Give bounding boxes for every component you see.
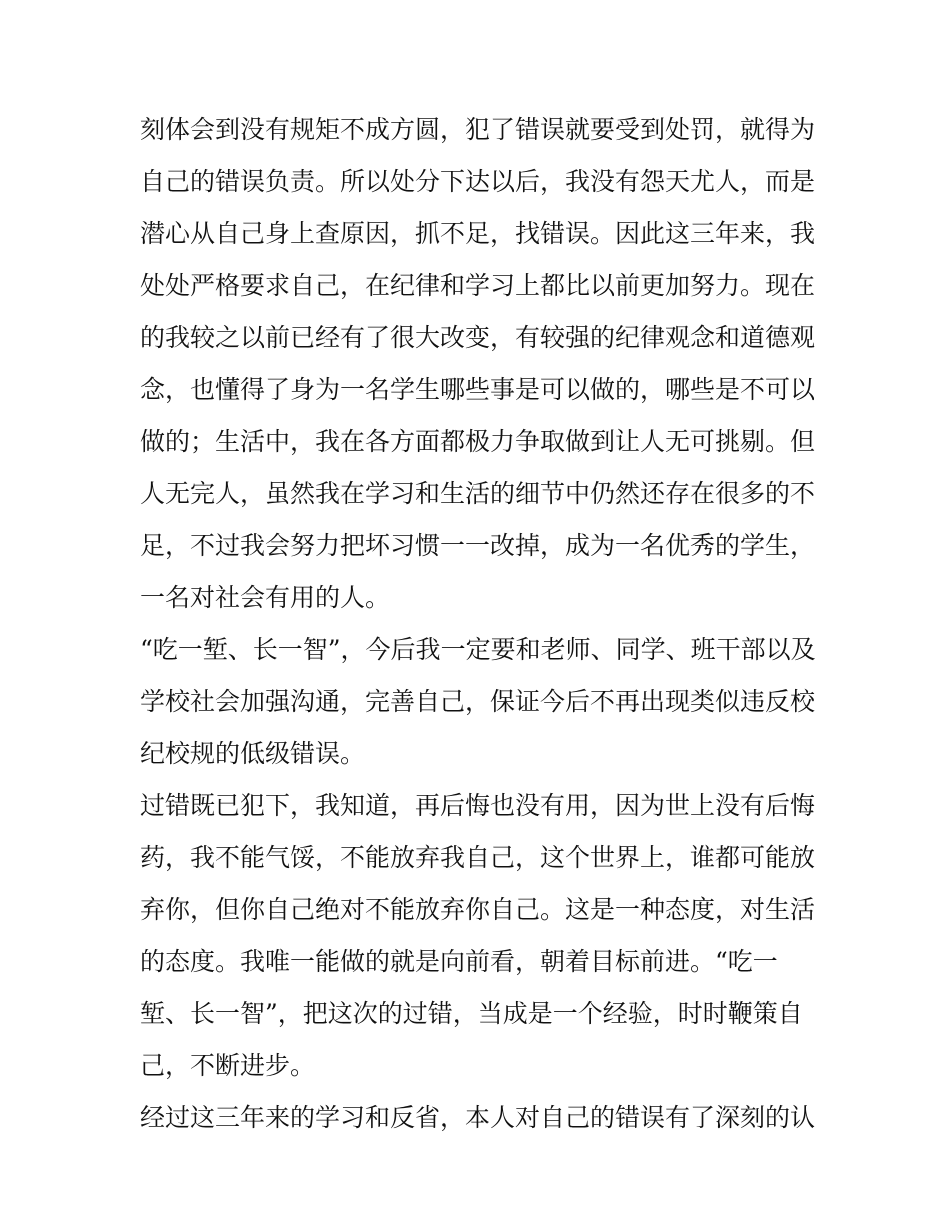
body-text [140, 104, 820, 1144]
text-line: 的态度。我唯一能做的就是向前看，朝着目标前进。“吃一 [140, 947, 778, 976]
text-line: 己，不断进步。 [140, 1051, 316, 1080]
text-line: 纪校规的低级错误。 [140, 739, 366, 768]
text-line: 潜心从自己身上查原因，抓不足，找错误。因此这三年来，我 [140, 219, 816, 248]
text-line: 的我较之以前已经有了很大改变，有较强的纪律观念和道德观 [140, 323, 816, 352]
text-line: 弃你，但你自己绝对不能放弃你自己。这是一种态度，对生活 [140, 895, 816, 924]
text-line: 学校社会加强沟通，完善自己，保证今后不再出现类似违反校 [140, 687, 816, 716]
text-line: 做的；生活中，我在各方面都极力争取做到让人无可挑剔。但 [140, 427, 816, 456]
text-line: 药，我不能气馁，不能放弃我自己，这个世界上，谁都可能放 [140, 843, 816, 872]
text-line: 处处严格要求自己，在纪律和学习上都比以前更加努力。现在 [140, 271, 816, 300]
text-line: 堑、长一智”，把这次的过错，当成是一个经验，时时鞭策自 [140, 999, 803, 1028]
text-line: 人无完人，虽然我在学习和生活的细节中仍然还存在很多的不 [140, 479, 816, 508]
text-line: “吃一堑、长一智”，今后我一定要和老师、同学、班干部以及 [140, 635, 816, 664]
text-line: 经过这三年来的学习和反省，本人对自己的错误有了深刻的认 [140, 1103, 816, 1132]
text-line: 足，不过我会努力把坏习惯一一改掉，成为一名优秀的学生， [140, 531, 816, 560]
text-line: 刻体会到没有规矩不成方圆，犯了错误就要受到处罚，就得为 [140, 115, 816, 144]
text-line: 一名对社会有用的人。 [140, 583, 391, 612]
text-line: 念，也懂得了身为一名学生哪些事是可以做的，哪些是不可以 [140, 375, 816, 404]
text-line: 自己的错误负责。所以处分下达以后，我没有怨天尤人，而是 [140, 167, 816, 196]
text-line: 过错既已犯下，我知道，再后悔也没有用，因为世上没有后悔 [140, 791, 816, 820]
